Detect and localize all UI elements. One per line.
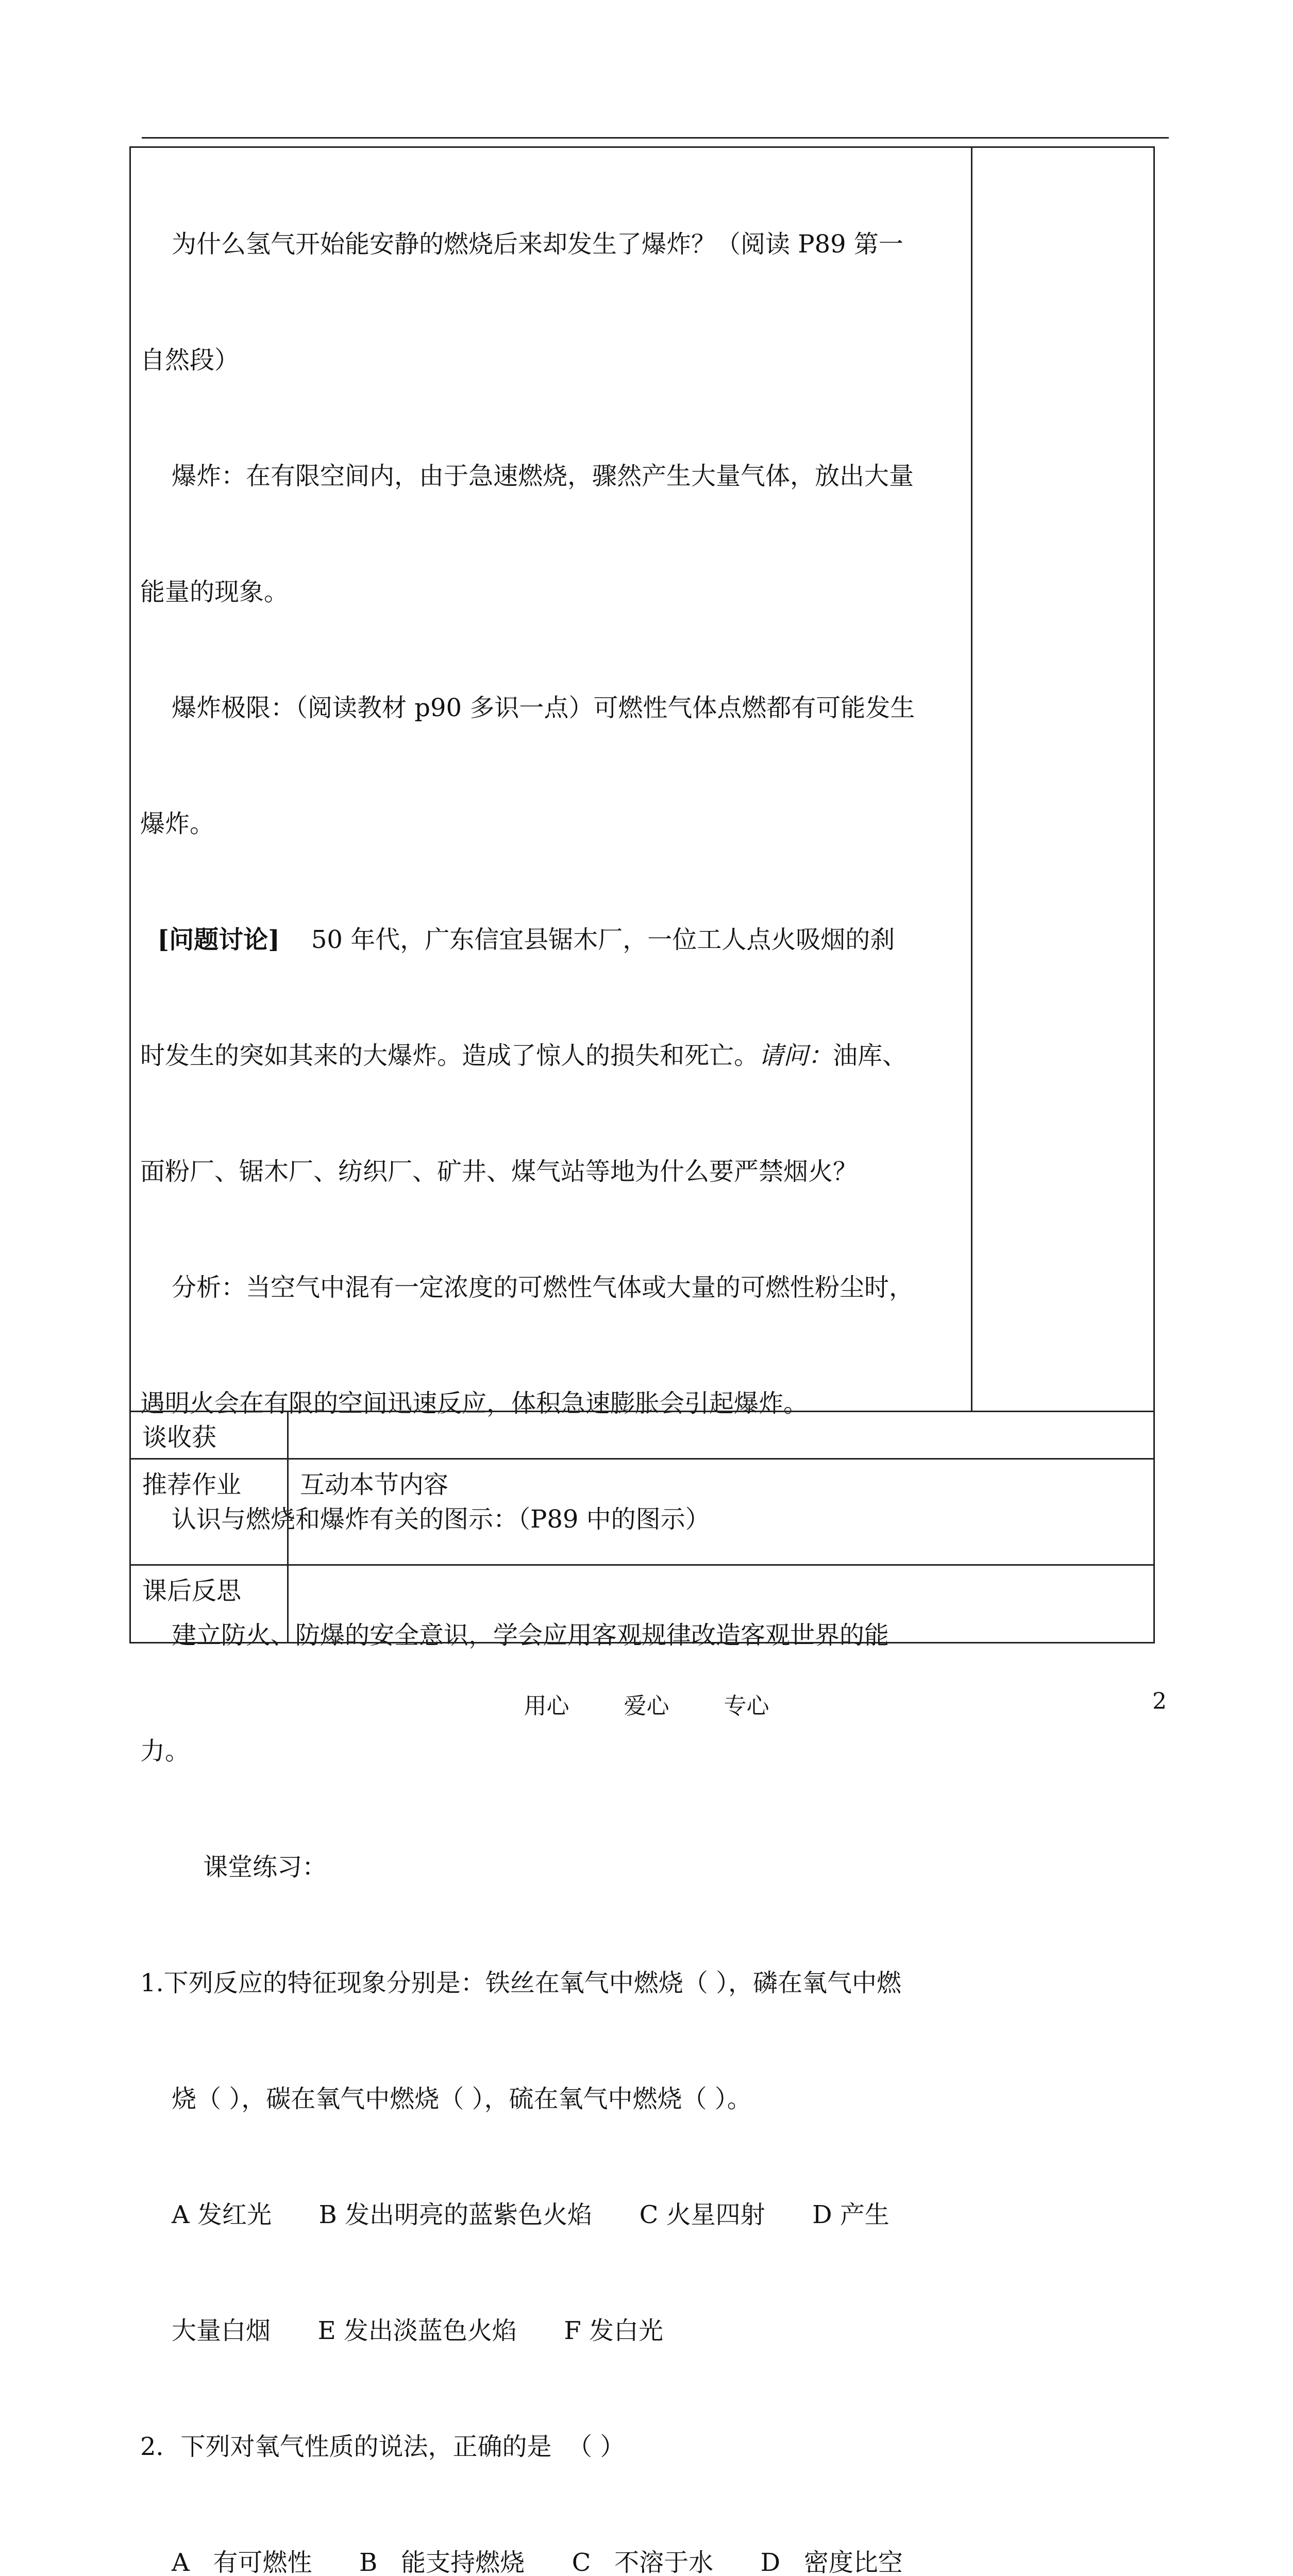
summary-table bbox=[129, 1411, 1155, 1643]
text-line: 面粉厂、锯木厂、纺织厂、矿井、煤气站等地为什么要严禁烟火？ bbox=[140, 1157, 858, 1186]
text-line: 认识与燃烧和爆炸有关的图示：（P89 中的图示） bbox=[140, 1505, 710, 1534]
text-line: 自然段） bbox=[140, 346, 240, 375]
harvest-cell bbox=[288, 1412, 1154, 1459]
reflection-cell bbox=[288, 1565, 1154, 1643]
exercise-heading: 课堂练习： bbox=[140, 1853, 327, 1882]
question-line bbox=[140, 1037, 965, 1075]
text-line: 1.下列反应的特征现象分别是：铁丝在氧气中燃烧（ ），磷在氧气中燃 bbox=[140, 1969, 902, 1997]
discussion-label: [问题讨论] bbox=[140, 925, 280, 954]
table-row bbox=[130, 1412, 1154, 1459]
row-label-homework: 推荐作业 bbox=[130, 1459, 288, 1565]
text-line: 爆炸。 bbox=[140, 809, 215, 838]
question-prefix: 请问： bbox=[759, 1041, 833, 1070]
footer-word: 用心 bbox=[524, 1693, 569, 1719]
row-label-reflection: 课后反思 bbox=[130, 1565, 288, 1643]
text-line: 为什么氢气开始能安静的燃烧后来却发生了爆炸？（阅读 P89 第一 bbox=[140, 230, 903, 259]
row-label-harvest: 谈收获 bbox=[130, 1412, 288, 1459]
text-segment: 时发生的突如其来的大爆炸。造成了惊人的损失和死亡。 bbox=[140, 1041, 759, 1070]
text-line: 爆炸极限：（阅读教材 p90 多识一点）可燃性气体点燃都有可能发生 bbox=[140, 693, 915, 722]
text-line: 建立防火、防爆的安全意识，学会应用客观规律改造客观世界的能 bbox=[140, 1621, 889, 1650]
notes-column-divider bbox=[971, 148, 972, 1411]
discussion-text: 50 年代，广东信宜县锯木厂，一位工人点火吸烟的刹 bbox=[279, 925, 895, 954]
text-line: 遇明火会在有限的空间迅速反应，体积急速膨胀会引起爆炸。 bbox=[140, 1389, 809, 1418]
text-segment: 油库、 bbox=[833, 1041, 908, 1070]
text-line: 分析：当空气中混有一定浓度的可燃性气体或大量的可燃性粉尘时， bbox=[140, 1273, 914, 1302]
discussion-line bbox=[140, 921, 965, 959]
text-line: 大量白烟 E 发出淡蓝色火焰 F 发白光 bbox=[140, 2316, 663, 2345]
page-number: 2 bbox=[1152, 1688, 1167, 1715]
header-rule bbox=[142, 137, 1169, 139]
text-line: 力。 bbox=[140, 1737, 190, 1766]
footer-word: 专心 bbox=[724, 1693, 769, 1719]
table-row bbox=[130, 1459, 1154, 1565]
homework-cell: 互动本节内容 bbox=[288, 1459, 1154, 1565]
text-line: 2．下列对氧气性质的说法，正确的是 （ ） bbox=[140, 2432, 625, 2461]
text-line: A 有可燃性 B 能支持燃烧 C 不溶于水 D 密度比空 bbox=[140, 2548, 903, 2576]
table-row bbox=[130, 1565, 1154, 1643]
footer-slogan bbox=[0, 1687, 1293, 1720]
lesson-body-text bbox=[140, 148, 965, 2576]
footer-word: 爱心 bbox=[624, 1693, 669, 1719]
text-line: 烧（ ），碳在氧气中燃烧（ ），硫在氧气中燃烧（ ）。 bbox=[140, 2084, 752, 2113]
text-line: 爆炸：在有限空间内，由于急速燃烧，骤然产生大量气体，放出大量 bbox=[140, 462, 914, 490]
text-line: 能量的现象。 bbox=[140, 578, 289, 606]
text-line: A 发红光 B 发出明亮的蓝紫色火焰 C 火星四射 D 产生 bbox=[140, 2200, 889, 2229]
